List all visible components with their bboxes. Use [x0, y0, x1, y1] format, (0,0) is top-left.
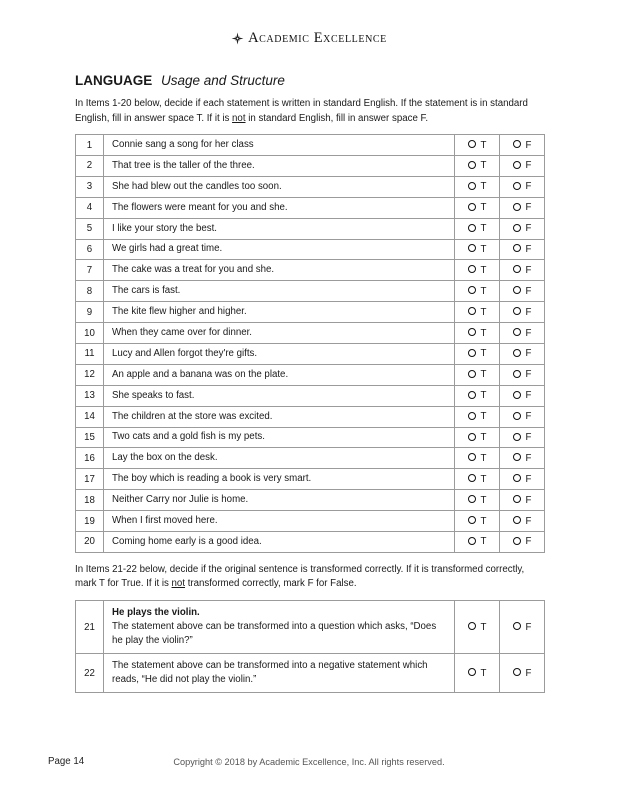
answer-option-true[interactable] — [455, 155, 500, 176]
item-number: 18 — [76, 490, 104, 511]
table-row — [76, 281, 545, 302]
answer-option-false[interactable] — [500, 176, 545, 197]
answer-option-true[interactable] — [455, 302, 500, 323]
table-row — [76, 239, 545, 260]
answer-bubble-icon — [513, 516, 521, 524]
answer-bubble-icon — [513, 622, 521, 630]
item-statement: The cake was a treat for you and she. — [104, 260, 455, 281]
answer-true-label: T — [480, 181, 487, 193]
item-statement: The flowers were meant for you and she. — [104, 197, 455, 218]
item-statement: Coming home early is a good idea. — [104, 532, 455, 553]
answer-option-true[interactable] — [455, 469, 500, 490]
item-number: 17 — [76, 469, 104, 490]
answer-true-label: T — [480, 411, 487, 423]
answer-option-true[interactable] — [455, 532, 500, 553]
answer-option-false[interactable] — [500, 511, 545, 532]
answer-bubble-icon — [513, 495, 521, 503]
answer-option-false[interactable] — [500, 601, 545, 654]
answer-option-true[interactable] — [455, 490, 500, 511]
answer-bubble-icon — [468, 328, 476, 336]
page-number: Page 14 — [48, 756, 85, 767]
item-number: 12 — [76, 364, 104, 385]
table-row — [76, 406, 545, 427]
answer-option-false[interactable] — [500, 385, 545, 406]
answer-true-label: T — [480, 243, 487, 255]
item-statement: The kite flew higher and higher. — [104, 302, 455, 323]
answer-bubble-icon — [468, 453, 476, 461]
answer-bubble-icon — [468, 433, 476, 441]
answer-bubble-icon — [513, 349, 521, 357]
answer-false-label: F — [525, 223, 532, 235]
item-statement: The cars is fast. — [104, 281, 455, 302]
answer-option-false[interactable] — [500, 239, 545, 260]
answer-bubble-icon — [513, 537, 521, 545]
answer-bubble-icon — [513, 224, 521, 232]
item-statement: Connie sang a song for her class — [104, 135, 455, 156]
item-statement: The boy which is reading a book is very smart. — [104, 469, 455, 490]
item-bold-lead: He plays the violin. — [112, 607, 200, 618]
answer-false-label: F — [525, 369, 532, 381]
answer-bubble-icon — [468, 668, 476, 676]
answer-bubble-icon — [468, 391, 476, 399]
item-statement: Two cats and a gold fish is my pets. — [104, 427, 455, 448]
items-table-1-20-body — [76, 135, 545, 553]
item-statement: When they came over for dinner. — [104, 323, 455, 344]
content-area — [75, 73, 545, 693]
answer-bubble-icon — [468, 537, 476, 545]
page-title — [75, 73, 545, 88]
answer-option-false[interactable] — [500, 260, 545, 281]
answer-true-label: T — [480, 223, 487, 235]
answer-false-label: F — [525, 390, 532, 402]
table-row — [76, 364, 545, 385]
page-footer — [48, 756, 570, 770]
item-statement: We girls had a great time. — [104, 239, 455, 260]
answer-false-label: F — [525, 536, 532, 548]
copyright-text: Copyright © 2018 by Academic Excellence, Inc. All rights reserved. — [173, 757, 445, 767]
answer-bubble-icon — [468, 370, 476, 378]
table-row — [76, 155, 545, 176]
answer-option-false[interactable] — [500, 427, 545, 448]
answer-bubble-icon — [513, 244, 521, 252]
answer-option-false[interactable] — [500, 155, 545, 176]
instructions-text: in standard English, fill in answer space F. — [245, 112, 429, 124]
answer-option-false[interactable] — [500, 532, 545, 553]
answer-true-label: T — [480, 621, 487, 633]
answer-false-label: F — [525, 202, 532, 214]
answer-true-label: T — [480, 202, 487, 214]
answer-option-true[interactable] — [455, 364, 500, 385]
answer-false-label: F — [525, 181, 532, 193]
answer-false-label: F — [525, 411, 532, 423]
table-row — [76, 344, 545, 365]
table-row — [76, 218, 545, 239]
item-number: 20 — [76, 532, 104, 553]
table-row — [76, 260, 545, 281]
answer-true-label: T — [480, 369, 487, 381]
answer-true-label: T — [480, 494, 487, 506]
answer-option-false[interactable] — [500, 344, 545, 365]
answer-false-label: F — [525, 264, 532, 276]
answer-option-true[interactable] — [455, 344, 500, 365]
item-statement: That tree is the taller of the three. — [104, 155, 455, 176]
answer-true-label: T — [480, 515, 487, 527]
answer-true-label: T — [480, 285, 487, 297]
item-number: 7 — [76, 260, 104, 281]
items-table-1-20 — [75, 134, 545, 553]
item-statement: An apple and a banana was on the plate. — [104, 364, 455, 385]
answer-bubble-icon — [513, 453, 521, 461]
item-number: 10 — [76, 323, 104, 344]
answer-option-false[interactable] — [500, 654, 545, 693]
answer-option-false[interactable] — [500, 218, 545, 239]
answer-option-false[interactable] — [500, 323, 545, 344]
answer-false-label: F — [525, 306, 532, 318]
items-table-21-22-body — [76, 601, 545, 693]
answer-true-label: T — [480, 348, 487, 360]
table-row — [76, 385, 545, 406]
answer-true-label: T — [480, 667, 487, 679]
item-number: 9 — [76, 302, 104, 323]
answer-option-true[interactable] — [455, 281, 500, 302]
item-number: 2 — [76, 155, 104, 176]
answer-true-label: T — [480, 473, 487, 485]
table-row — [76, 654, 545, 693]
answer-false-label: F — [525, 243, 532, 255]
answer-bubble-icon — [513, 391, 521, 399]
answer-bubble-icon — [468, 244, 476, 252]
answer-option-true[interactable] — [455, 135, 500, 156]
item-statement: Lay the box on the desk. — [104, 448, 455, 469]
answer-option-false[interactable] — [500, 469, 545, 490]
answer-false-label: F — [525, 327, 532, 339]
item-number: 22 — [76, 654, 104, 693]
instructions-underlined-word: not — [171, 578, 186, 590]
answer-option-true[interactable] — [455, 260, 500, 281]
answer-true-label: T — [480, 139, 487, 151]
answer-option-true[interactable] — [455, 427, 500, 448]
item-statement: Neither Carry nor Julie is home. — [104, 490, 455, 511]
instructions-items-21-22 — [75, 563, 545, 592]
answer-false-label: F — [525, 348, 532, 360]
table-row — [76, 490, 545, 511]
answer-false-label: F — [525, 473, 532, 485]
answer-false-label: F — [525, 139, 532, 151]
answer-option-true[interactable] — [455, 197, 500, 218]
item-number: 14 — [76, 406, 104, 427]
answer-bubble-icon — [513, 140, 521, 148]
answer-false-label: F — [525, 160, 532, 172]
answer-bubble-icon — [468, 412, 476, 420]
answer-option-false[interactable] — [500, 448, 545, 469]
answer-option-true[interactable] — [455, 239, 500, 260]
answer-bubble-icon — [513, 668, 521, 676]
item-number: 13 — [76, 385, 104, 406]
answer-option-false[interactable] — [500, 302, 545, 323]
brand-name: Academic Excellence — [248, 30, 387, 46]
item-statement: He plays the violin. The statement above can be transformed into a question which asks, “Does he play the violin?” — [104, 601, 455, 654]
item-statement: I like your story the best. — [104, 218, 455, 239]
table-row — [76, 427, 545, 448]
answer-false-label: F — [525, 452, 532, 464]
answer-bubble-icon — [513, 370, 521, 378]
answer-bubble-icon — [513, 182, 521, 190]
compass-icon — [231, 32, 244, 45]
item-statement: The children at the store was excited. — [104, 406, 455, 427]
answer-option-false[interactable] — [500, 281, 545, 302]
table-row — [76, 469, 545, 490]
answer-option-true[interactable] — [455, 654, 500, 693]
answer-option-true[interactable] — [455, 511, 500, 532]
instructions-text: In Items 1-20 below, decide if each statement is written in standard English. If the statement is in standard English, fill in answer space T. If it is — [75, 98, 528, 124]
answer-true-label: T — [480, 536, 487, 548]
table-row — [76, 302, 545, 323]
answer-bubble-icon — [513, 474, 521, 482]
item-number: 1 — [76, 135, 104, 156]
answer-bubble-icon — [513, 433, 521, 441]
answer-true-label: T — [480, 327, 487, 339]
instructions-items-1-20 — [75, 97, 545, 126]
table-row — [76, 532, 545, 553]
item-number: 3 — [76, 176, 104, 197]
answer-bubble-icon — [513, 412, 521, 420]
answer-bubble-icon — [513, 286, 521, 294]
answer-bubble-icon — [468, 622, 476, 630]
answer-bubble-icon — [513, 307, 521, 315]
table-row — [76, 197, 545, 218]
answer-false-label: F — [525, 432, 532, 443]
answer-option-true[interactable] — [455, 601, 500, 654]
instructions-text: In Items 21-22 below, decide if the original sentence is transformed correctly. If it is transformed correctly, mark T for True. If it is — [75, 563, 525, 590]
table-row — [76, 135, 545, 156]
item-number: 4 — [76, 197, 104, 218]
answer-false-label: F — [525, 667, 532, 679]
answer-bubble-icon — [468, 349, 476, 357]
item-number: 21 — [76, 601, 104, 654]
answer-false-label: F — [525, 285, 532, 297]
item-statement: The statement above can be transformed into a negative statement which reads, “He did not play the violin.” — [104, 654, 455, 693]
answer-true-label: T — [480, 306, 487, 318]
answer-option-true[interactable] — [455, 323, 500, 344]
answer-option-false[interactable] — [500, 406, 545, 427]
item-number: 6 — [76, 239, 104, 260]
title-subtitle: Usage and Structure — [161, 73, 285, 88]
answer-option-true[interactable] — [455, 218, 500, 239]
item-number: 16 — [76, 448, 104, 469]
answer-true-label: T — [480, 160, 487, 172]
answer-bubble-icon — [468, 286, 476, 294]
table-row — [76, 323, 545, 344]
answer-bubble-icon — [468, 161, 476, 169]
item-number: 11 — [76, 344, 104, 365]
table-row — [76, 448, 545, 469]
table-row — [76, 511, 545, 532]
item-number: 15 — [76, 427, 104, 448]
answer-true-label: T — [480, 264, 487, 276]
items-table-21-22 — [75, 600, 545, 693]
answer-option-true[interactable] — [455, 385, 500, 406]
answer-bubble-icon — [468, 474, 476, 482]
answer-option-true[interactable] — [455, 406, 500, 427]
item-statement: Lucy and Allen forgot they're gifts. — [104, 344, 455, 365]
item-statement: She speaks to fast. — [104, 385, 455, 406]
answer-bubble-icon — [468, 307, 476, 315]
answer-true-label: T — [480, 390, 487, 402]
answer-bubble-icon — [468, 203, 476, 211]
table-row — [76, 601, 545, 654]
answer-bubble-icon — [468, 516, 476, 524]
table-row — [76, 176, 545, 197]
answer-bubble-icon — [468, 224, 476, 232]
answer-true-label: T — [480, 432, 487, 443]
answer-option-false[interactable] — [500, 135, 545, 156]
brand-header — [0, 0, 618, 47]
answer-false-label: F — [525, 515, 532, 527]
answer-bubble-icon — [468, 495, 476, 503]
answer-false-label: F — [525, 621, 532, 633]
answer-bubble-icon — [468, 140, 476, 148]
item-number: 5 — [76, 218, 104, 239]
answer-true-label: T — [480, 452, 487, 464]
instructions-underlined-word: not — [232, 112, 246, 124]
answer-false-label: F — [525, 494, 532, 506]
answer-bubble-icon — [513, 161, 521, 169]
item-number: 19 — [76, 511, 104, 532]
answer-option-false[interactable] — [500, 197, 545, 218]
item-number: 8 — [76, 281, 104, 302]
answer-option-false[interactable] — [500, 490, 545, 511]
answer-option-false[interactable] — [500, 364, 545, 385]
item-statement: When I first moved here. — [104, 511, 455, 532]
answer-bubble-icon — [468, 182, 476, 190]
answer-option-true[interactable] — [455, 448, 500, 469]
item-statement: She had blew out the candles too soon. — [104, 176, 455, 197]
title-section-name: LANGUAGE — [75, 73, 153, 88]
answer-bubble-icon — [513, 265, 521, 273]
instructions-text: transformed correctly, mark F for False. — [185, 578, 357, 590]
answer-bubble-icon — [513, 328, 521, 336]
answer-option-true[interactable] — [455, 176, 500, 197]
answer-bubble-icon — [468, 265, 476, 273]
answer-bubble-icon — [513, 203, 521, 211]
